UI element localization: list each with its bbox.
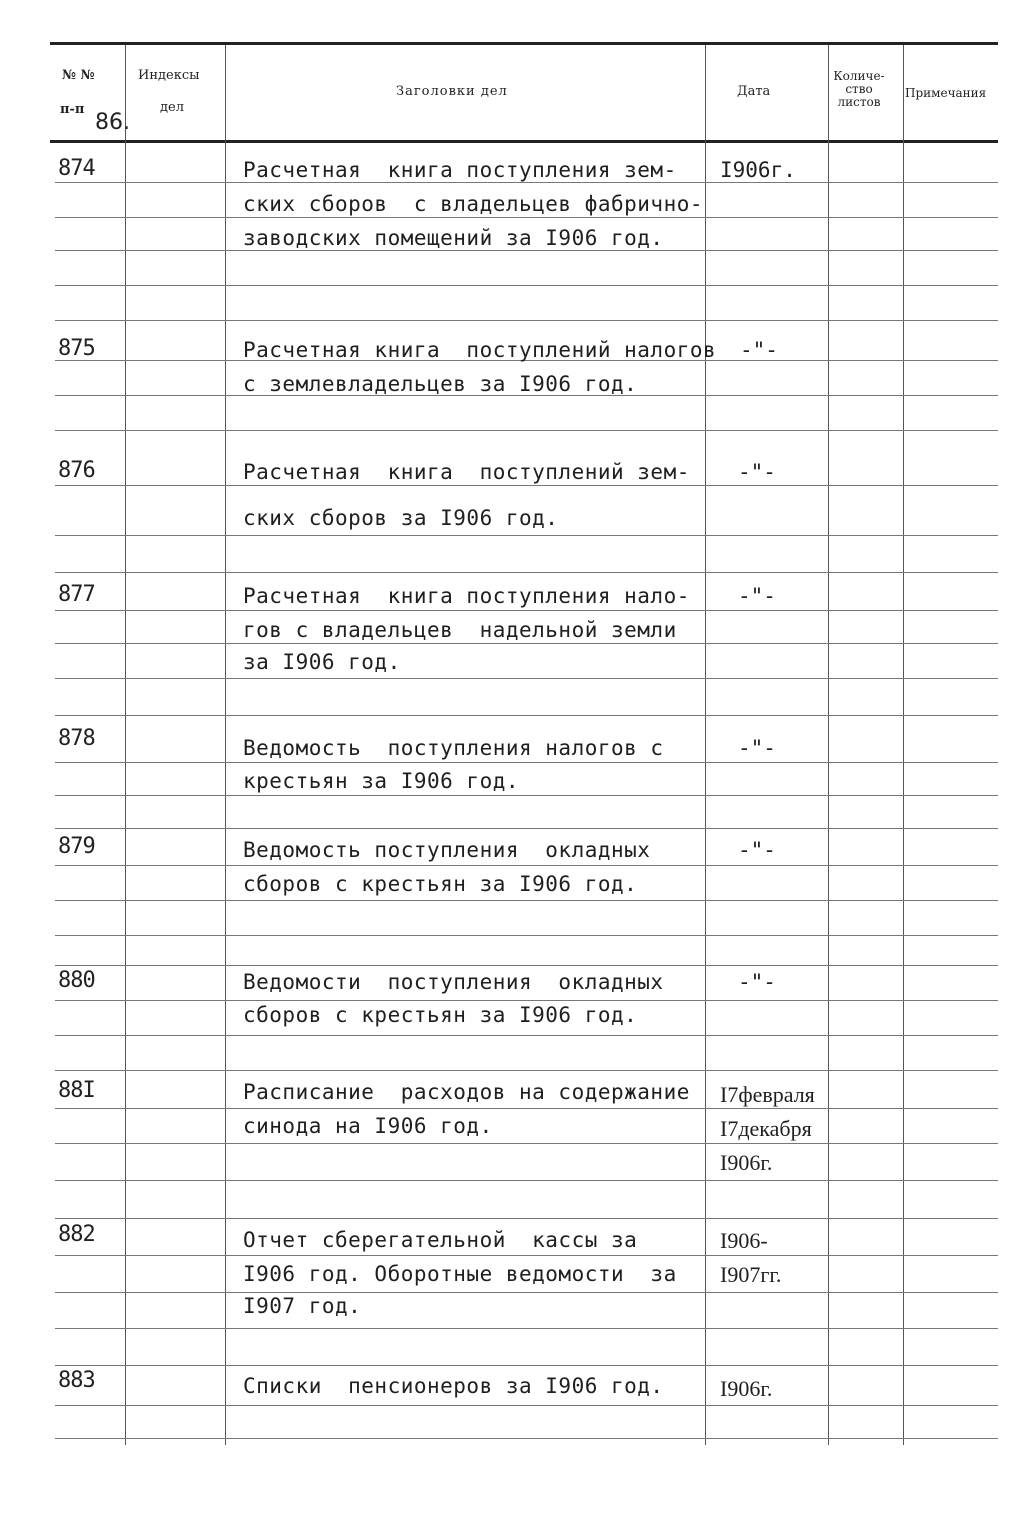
- record-number: 877: [58, 582, 95, 607]
- record-title-line: сборов с крестьян за I906 год.: [243, 872, 638, 896]
- rule-line: [55, 1035, 998, 1036]
- record-date: I7декабря: [720, 1116, 812, 1141]
- record-number: 878: [58, 726, 95, 751]
- rule-line: [55, 250, 998, 251]
- record-date: I907гг.: [720, 1262, 782, 1287]
- record-title-line: Ведомости поступления окладных: [243, 970, 664, 994]
- record-date: I906г.: [720, 1150, 773, 1175]
- sheet-number: 86.: [95, 110, 130, 135]
- column-divider: [705, 45, 706, 1445]
- record-title-line: крестьян за I906 год.: [243, 769, 520, 793]
- record-title-line: Отчет сберегательной кассы за: [243, 1228, 638, 1252]
- rule-line: [55, 935, 998, 936]
- header-count-label: [828, 70, 890, 109]
- rule-line: [55, 715, 998, 716]
- record-number: 880: [58, 968, 95, 993]
- record-date: -"-: [740, 338, 778, 362]
- rule-line: [55, 643, 998, 644]
- header-count-line: ство: [845, 82, 873, 96]
- rule-line: [55, 535, 998, 536]
- record-date: -"-: [738, 736, 776, 760]
- rule-line: [55, 182, 998, 183]
- rule-line: [55, 1328, 998, 1329]
- column-divider: [828, 45, 829, 1445]
- record-number: 876: [58, 458, 95, 483]
- rule-line: [55, 1108, 998, 1109]
- record-title-line: Расчетная книга поступления нало-: [243, 584, 690, 608]
- record-number: 883: [58, 1368, 95, 1393]
- rule-line: [55, 865, 998, 866]
- record-title-line: ских сборов за I906 год.: [243, 506, 559, 530]
- column-divider: [903, 45, 904, 1445]
- header-title-label: Заголовки дел: [396, 84, 508, 99]
- rule-line: [55, 965, 998, 966]
- record-title-line: гов с владельцев надельной земли: [243, 618, 677, 642]
- record-title-line: синода на I906 год.: [243, 1114, 493, 1138]
- record-title-line: Расчетная книга поступлений зем-: [243, 460, 690, 484]
- rule-line: [55, 1255, 998, 1256]
- rule-line: [55, 678, 998, 679]
- record-number: 874: [58, 156, 95, 181]
- rule-line: [55, 485, 998, 486]
- rule-line: [55, 572, 998, 573]
- rule-line: [55, 1292, 998, 1293]
- rule-line: [55, 1438, 998, 1439]
- header-index-label: Индексы: [138, 68, 200, 83]
- record-title-line: I907 год.: [243, 1294, 362, 1318]
- header-count-line: Количе-: [833, 69, 885, 83]
- header-count-line: листов: [837, 95, 881, 109]
- record-date: -"-: [738, 584, 776, 608]
- record-date: -"-: [738, 460, 776, 484]
- record-title-line: за I906 год.: [243, 650, 401, 674]
- top-border: [50, 42, 998, 45]
- record-number: 875: [58, 336, 95, 361]
- record-date: I906г.: [720, 158, 796, 182]
- record-title-line: I906 год. Оборотные ведомости за: [243, 1262, 677, 1286]
- record-title-line: Ведомость поступления окладных: [243, 838, 651, 862]
- rule-line: [55, 900, 998, 901]
- header-number-sublabel: п-п: [60, 102, 85, 117]
- record-date: I906-: [720, 1228, 768, 1253]
- record-number: 88I: [58, 1078, 95, 1103]
- rule-line: [55, 1070, 998, 1071]
- record-date: -"-: [738, 970, 776, 994]
- rule-line: [55, 430, 998, 431]
- record-title-line: Расписание расходов на содержание: [243, 1080, 690, 1104]
- rule-line: [55, 1405, 998, 1406]
- rule-line: [55, 1218, 998, 1219]
- rule-line: [55, 828, 998, 829]
- header-index-sublabel: дел: [160, 100, 184, 115]
- record-number: 882: [58, 1222, 95, 1247]
- header-bottom-border: [50, 140, 998, 143]
- rule-line: [55, 1000, 998, 1001]
- record-title-line: с землевладельцев за I906 год.: [243, 372, 638, 396]
- header-notes-label: Примечания: [905, 86, 987, 100]
- rule-line: [55, 610, 998, 611]
- record-title-line: сборов с крестьян за I906 год.: [243, 1003, 638, 1027]
- rule-line: [55, 320, 998, 321]
- column-divider: [225, 45, 226, 1445]
- record-title-line: Ведомость поступления налогов с: [243, 736, 664, 760]
- record-title-line: Списки пенсионеров за I906 год.: [243, 1374, 664, 1398]
- rule-line: [55, 217, 998, 218]
- record-title-line: ских сборов с владельцев фабрично-: [243, 192, 704, 216]
- header-date-label: Дата: [737, 84, 771, 99]
- record-date: -"-: [738, 838, 776, 862]
- record-date: I906г.: [720, 1376, 773, 1401]
- rule-line: [55, 1180, 998, 1181]
- record-title-line: Расчетная книга поступления зем-: [243, 158, 677, 182]
- record-title-line: заводских помещений за I906 год.: [243, 226, 664, 250]
- rule-line: [55, 1365, 998, 1366]
- record-date: I7февраля: [720, 1082, 815, 1107]
- rule-line: [55, 795, 998, 796]
- rule-line: [55, 285, 998, 286]
- column-divider: [125, 45, 126, 1445]
- header-number-label: № №: [62, 68, 95, 83]
- record-number: 879: [58, 834, 95, 859]
- record-title-line: Расчетная книга поступлений налогов: [243, 338, 717, 362]
- rule-line: [55, 1143, 998, 1144]
- rule-line: [55, 762, 998, 763]
